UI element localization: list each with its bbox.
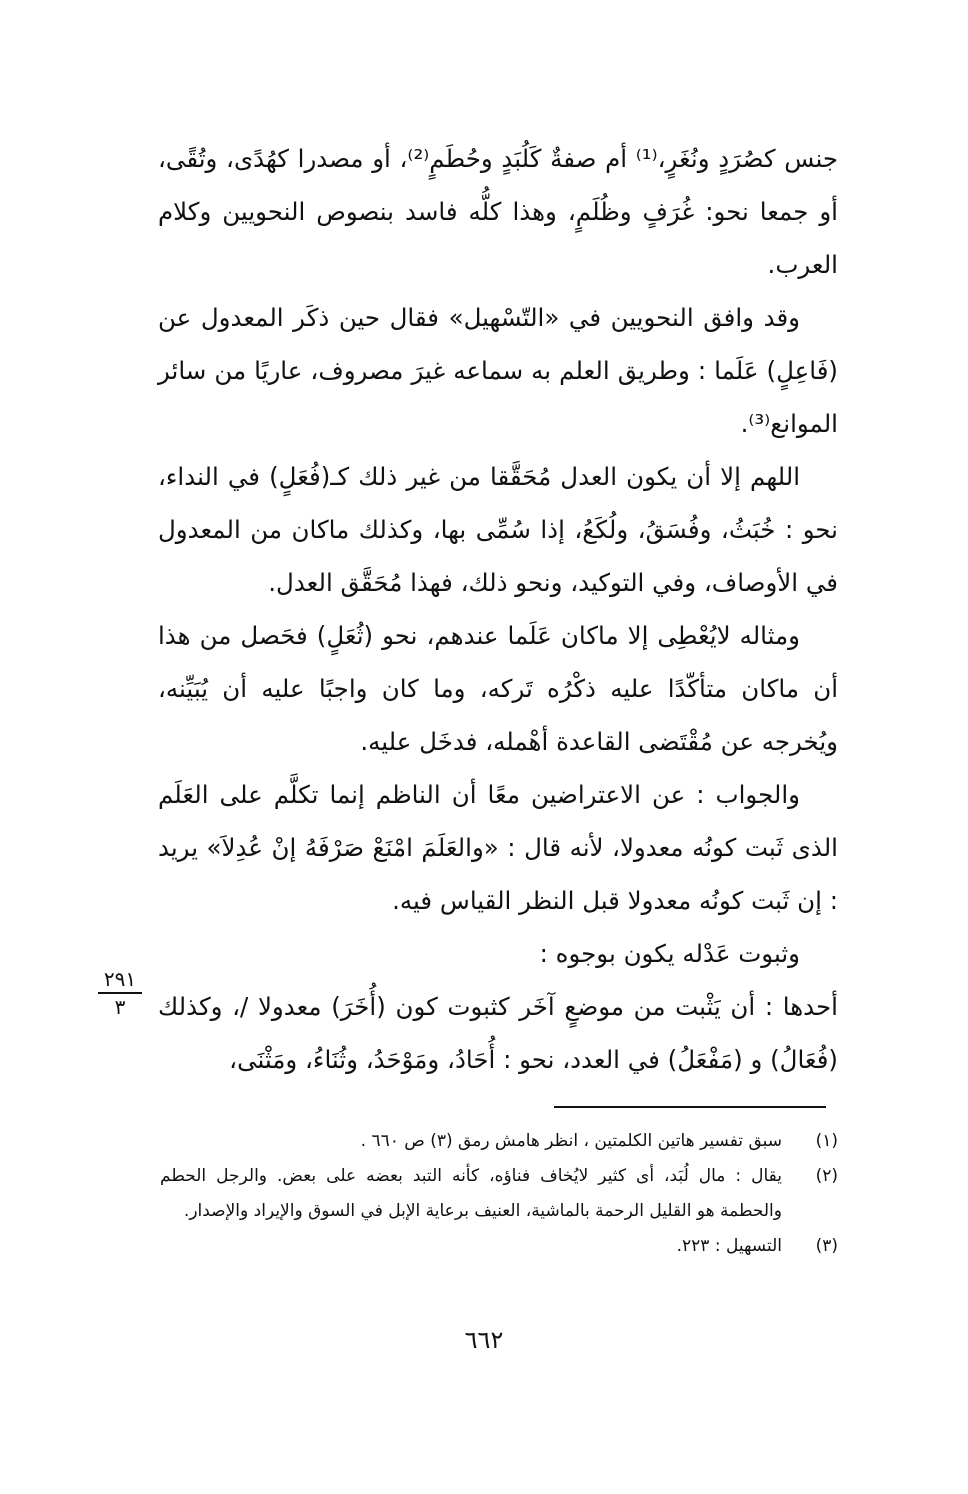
footnote-text: سبق تفسير هاتين الكلمتين ، انظر هامش رمق (٣) ص ٦٦٠ . bbox=[360, 1131, 782, 1151]
paragraph-4: ومثاله لايُعْطِى إلا ماكان عَلَما عندهم، نحو (ثُعَلٍ) فحَصل من هذا أن ماكان متأكّدًا عليه ذكْرُه تَركه، وما كان واجبًا عليه أن يُبَيِّنه، ويُخرجه عن مُقْتَضى القاعدة أهْمله، فدخَل عليه. bbox=[158, 621, 838, 756]
footnotes-section bbox=[160, 1124, 838, 1264]
footnote-separator bbox=[554, 1106, 826, 1108]
footnote-1 bbox=[160, 1124, 838, 1159]
footnote-text: التسهيل : ٢٢٣. bbox=[676, 1236, 782, 1256]
folio-side: ٣ bbox=[114, 995, 126, 1019]
paragraph-3: اللهم إلا أن يكون العدل مُحَقَّقا من غير ذلك كـ(فُعَلٍ) في النداء، نحو : خُبَثُ، وفُسَقُ، ولُكَعُ، إذا سُمِّى بها، وكذلك ماكان من المعدول في الأوصاف، وفي التوكيد، ونحو ذلك، فهذا مُحَقَّق العدل. bbox=[158, 462, 838, 597]
paragraph-1: جنس كصُرَدٍ ونُغَرٍ،⁽¹⁾ أم صفةٌ كَلُبَدٍ وحُطَمٍ⁽²⁾، أو مصدرا كهُدًى، وتُقًى، أو جمعا نحو: غُرَفٍ وظُلَمٍ، وهذا كلُّه فاسد بنصوص النحويين وكلام العرب. bbox=[158, 144, 839, 279]
paragraph-2: وقد وافق النحويين في «التّسْهيل» فقال حين ذكَر المعدول عن (فَاعِلٍ) عَلَما : وطريق العلم به سماعه غيرَ مصروف، عاريًا من سائر الموانع⁽³⁾. bbox=[158, 303, 838, 438]
footnote-number: (٣) bbox=[815, 1236, 838, 1256]
footnote-number: (٢) bbox=[815, 1166, 838, 1186]
footnote-2 bbox=[160, 1159, 838, 1229]
page-number: ٦٦٢ bbox=[464, 1326, 504, 1354]
paragraph-6: وثبوت عَدْله يكون بوجوه : bbox=[539, 939, 800, 968]
folio-number: ٢٩١ bbox=[98, 968, 142, 994]
footnote-text: يقال : مال لُبَد، أى كثير لايُخاف فناؤه، كأنه التبد بعضه على بعض. والرجل الحطم والحطمة هو القليل الرحمة بالماشية، العنيف برعاية الإبل في السوق والإيراد والإصدار. bbox=[160, 1166, 782, 1221]
footnote-number: (١) bbox=[815, 1131, 838, 1151]
main-text-block bbox=[158, 132, 838, 1086]
paragraph-5: والجواب : عن الاعتراضين معًا أن الناظم إنما تكلَّم على العَلَم الذى ثَبت كونُه معدولا، لأنه قال : «والعَلَمَ امْنَعْ صَرْفَهُ إنْ عُدِلاَ» يريد : إن ثَبت كونُه معدولا قبل النظر القياس فيه. bbox=[158, 780, 838, 915]
manuscript-folio-reference bbox=[98, 968, 142, 1018]
paragraph-7: أحدها : أن يَثْبت من موضعٍ آخَر كثبوت كون (أُخَرَ) معدولا /، وكذلك (فُعَالُ) و (مَفْعَلُ) في العدد، نحو : أُحَادُ، ومَوْحَدُ، وثُنَاءُ، ومَثْنَى، bbox=[158, 992, 838, 1074]
footnote-3 bbox=[160, 1229, 838, 1264]
